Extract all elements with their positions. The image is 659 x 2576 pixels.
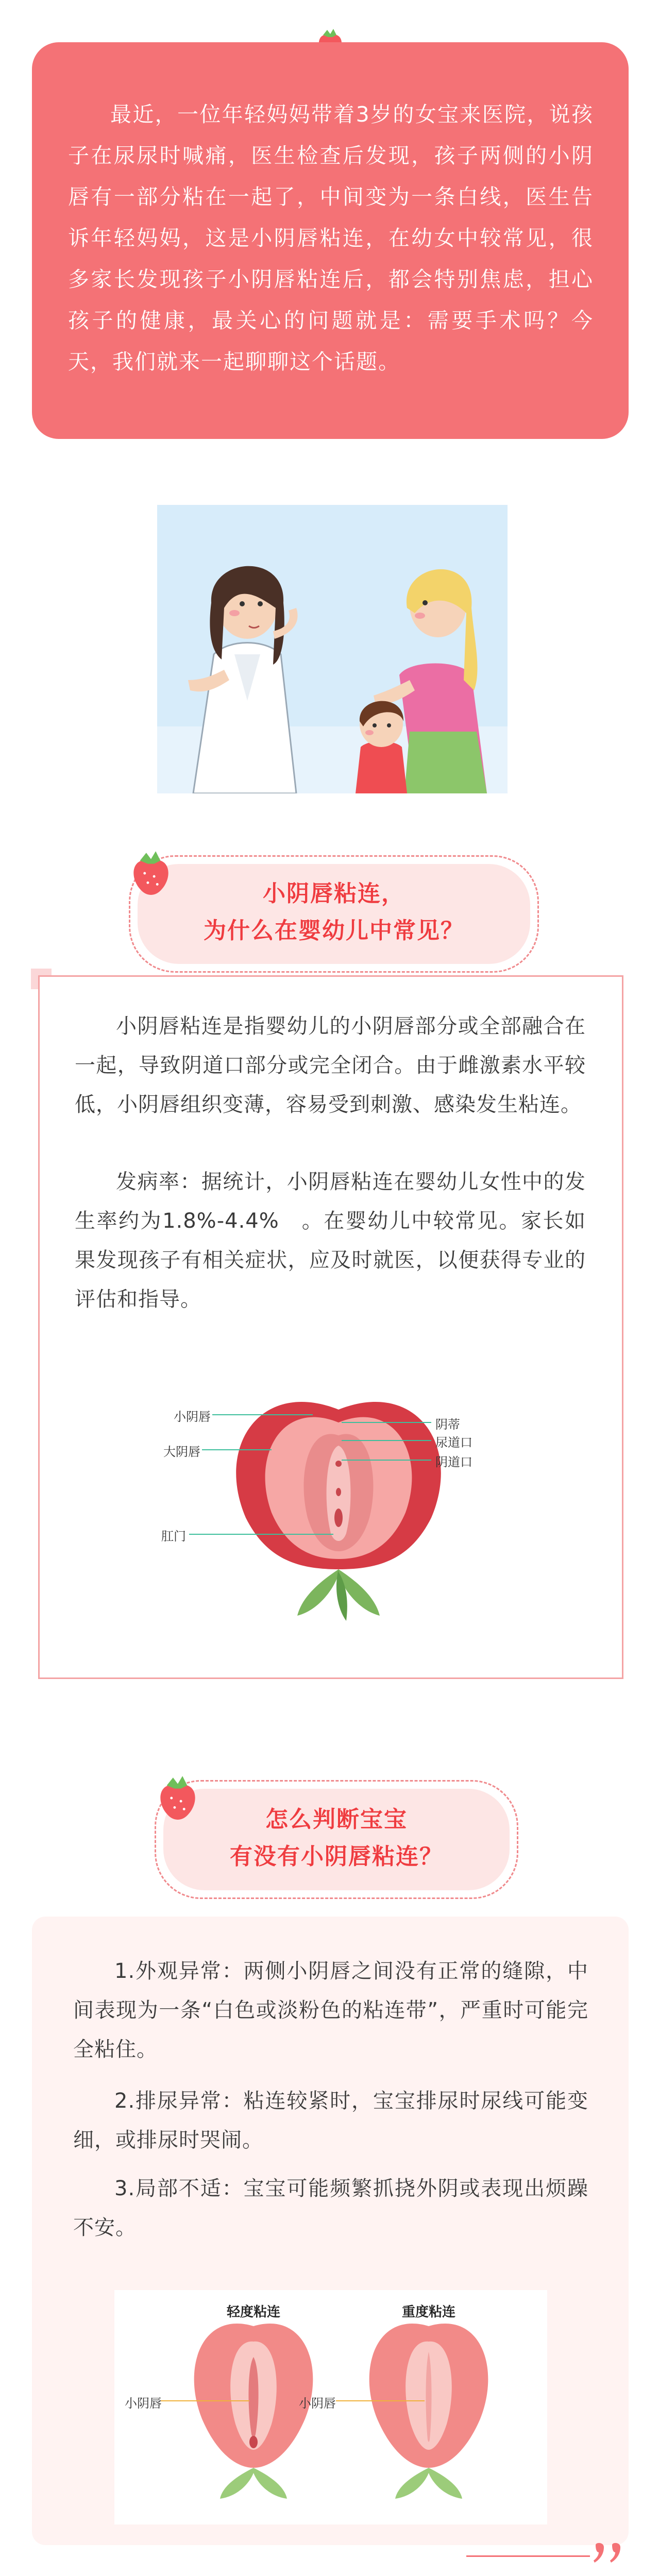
quote-mark-icon <box>593 2540 629 2571</box>
heading-line1: 怎么判断宝宝 <box>265 1806 408 1833</box>
intro-card <box>32 42 629 439</box>
heading-line1: 小阴唇粘连， <box>263 880 405 907</box>
mild-label-labia-minora: 小阴唇 <box>125 2396 162 2411</box>
severe-adhesion-title: 重度粘连 <box>402 2304 456 2320</box>
point-appearance: 1.外观异常：两侧小阴唇之间没有正常的缝隙，中间表现为一条“白色或淡粉色的粘连带”，严重时可能完全粘住。 <box>73 1959 588 2061</box>
adhesion-comparison-figure <box>114 2290 547 2524</box>
heading-line2: 为什么在婴幼儿中常见？ <box>204 918 464 944</box>
paragraph-incidence: 发病率：据统计，小阴唇粘连在婴幼儿女性中的发生率约为1.8%-4.4% 。在婴幼儿中较常见。家长如果发现孩子有相关症状，应及时就医，以便获得专业的评估和指导。 <box>75 1170 586 1311</box>
label-anus: 肛门 <box>161 1529 186 1544</box>
label-labia-minora: 小阴唇 <box>174 1410 211 1424</box>
anatomy-diagram <box>143 1374 534 1631</box>
label-vaginal-opening: 阴道口 <box>435 1455 472 1469</box>
section1-heading <box>129 855 539 973</box>
label-clitoris: 阴蒂 <box>435 1417 460 1432</box>
label-urethral-opening: 尿道口 <box>435 1435 472 1450</box>
paragraph-definition: 小阴唇粘连是指婴幼儿的小阴唇部分或全部融合在一起，导致阴道口部分或完全闭合。由于雌激素水平较低，小阴唇组织变薄，容易受到刺激、感染发生粘连。 <box>75 1014 586 1116</box>
section2-body <box>32 1917 629 2545</box>
point-discomfort: 3.局部不适：宝宝可能频繁抓挠外阴或表现出烦躁不安。 <box>73 2177 588 2240</box>
section2-heading <box>155 1780 518 1899</box>
mild-adhesion-title: 轻度粘连 <box>227 2304 281 2320</box>
heading-line2: 有没有小阴唇粘连？ <box>230 1843 443 1870</box>
point-urination: 2.排尿异常：粘连较紧时，宝宝排尿时尿线可能变细，或排尿时哭闹。 <box>73 2089 588 2152</box>
footer-divider <box>466 2555 590 2557</box>
strawberry-icon <box>123 845 179 902</box>
severe-label-labia-minora: 小阴唇 <box>299 2396 336 2411</box>
doctor-consultation-illustration <box>157 505 508 793</box>
strawberry-icon <box>149 1770 206 1826</box>
section1-body <box>38 975 623 1679</box>
label-labia-majora: 大阴唇 <box>163 1445 200 1459</box>
intro-text: 最近，一位年轻妈妈带着3岁的女宝来医院，说孩子在尿尿时喊痛，医生检查后发现，孩子两侧的小阴唇有一部分粘在一起了，中间变为一条白线，医生告诉年轻妈妈，这是小阴唇粘连，在幼女中较常见，很多家长发现孩子小阴唇粘连后，都会特别焦虑，担心孩子的健康，最关心的问题就是：需要手术吗？今天，我们就来一起聊聊这个话题。 <box>68 102 594 374</box>
